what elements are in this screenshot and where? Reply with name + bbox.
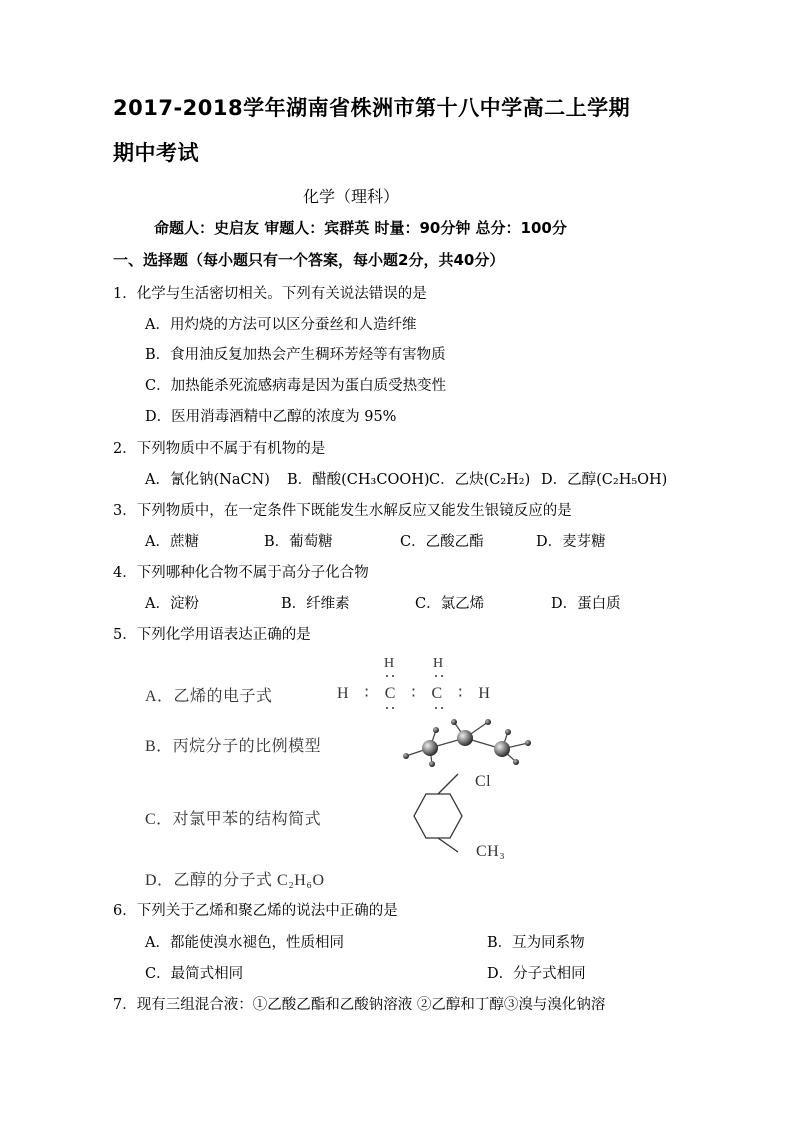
section-heading: 一、选择题（每小题只有一个答案，每小题2分，共40分） [113,251,505,269]
electron-dots-icon [380,672,460,712]
q5-option-d: D．乙醇的分子式 C₂H₆O [145,872,325,889]
q6-option-c: C．最简式相同 [145,966,244,982]
subject-heading: 化学（理科） [303,187,400,206]
exam-meta: 命题人：史启友 审题人：宾群英 时量：90分钟 总分：100分 [154,219,567,237]
q6-option-b: B．互为同系物 [487,935,585,951]
q6-option-d: D．分子式相同 [487,966,586,982]
q1-option-b: B．食用油反复加热会产生稠环芳烃等有害物质 [145,347,446,363]
q6-option-a: A．都能使溴水褪色，性质相同 [145,935,344,951]
q5-h-top-right: H [433,656,444,671]
question-2-stem: 2．下列物质中不属于有机物的是 [113,441,326,457]
q2-option-c: C．乙炔(C₂H₂) [429,472,531,488]
q3-option-c: C．乙酸乙酯 [400,534,484,550]
q3-option-d: D．麦芽糖 [536,534,606,550]
page-title: 2017-2018学年湖南省株洲市第十八中学高二上学期 [113,96,631,120]
q5-h-top-left: H [384,656,395,671]
q4-option-b: B．纤维素 [281,596,350,612]
question-4-stem: 4．下列哪种化合物不属于高分子化合物 [113,565,369,581]
q3-option-b: B．葡萄糖 [264,534,333,550]
question-7-stem: 7．现有三组混合液：①乙酸乙酯和乙酸钠溶液 ②乙醇和丁醇③溴与溴化钠溶 [113,997,606,1013]
q5-methyl-label: CH₃ [476,843,506,860]
q1-option-d: D．医用消毒酒精中乙醇的浓度为 95% [145,409,397,425]
propane-model-icon [396,718,536,768]
benzene-ring-icon [410,786,480,846]
question-3-stem: 3．下列物质中，在一定条件下既能发生水解反应又能发生银镜反应的是 [113,503,572,519]
question-6-stem: 6．下列关于乙烯和聚乙烯的说法中正确的是 [113,903,398,919]
q3-option-a: A．蔗糖 [145,534,199,550]
q1-option-a: A．用灼烧的方法可以区分蚕丝和人造纤维 [145,317,417,333]
question-5-stem: 5．下列化学用语表达正确的是 [113,627,311,643]
q2-option-d: D．乙醇(C₂H₅OH) [541,472,668,488]
q4-option-d: D．蛋白质 [551,596,621,612]
q2-option-b: B．醋酸(CH₃COOH) [287,472,430,488]
q5-electron-formula: H ∶ C ∶ C ∶ H [337,685,496,702]
page-title-line2: 期中考试 [113,141,199,165]
q5-option-b-label: B．丙烷分子的比例模型 [145,738,322,755]
q4-option-a: A．淀粉 [145,596,199,612]
q1-option-c: C．加热能杀死流感病毒是因为蛋白质受热变性 [145,378,447,394]
question-1-stem: 1．化学与生活密切相关。下列有关说法错误的是 [113,286,427,302]
q2-option-a: A．氰化钠(NaCN) [145,472,270,488]
q5-chloro-label: Cl [475,773,492,790]
q5-option-c-label: C．对氯甲苯的结构简式 [145,811,322,828]
q5-option-a-label: A．乙烯的电子式 [145,688,273,705]
q4-option-c: C．氯乙烯 [415,596,485,612]
